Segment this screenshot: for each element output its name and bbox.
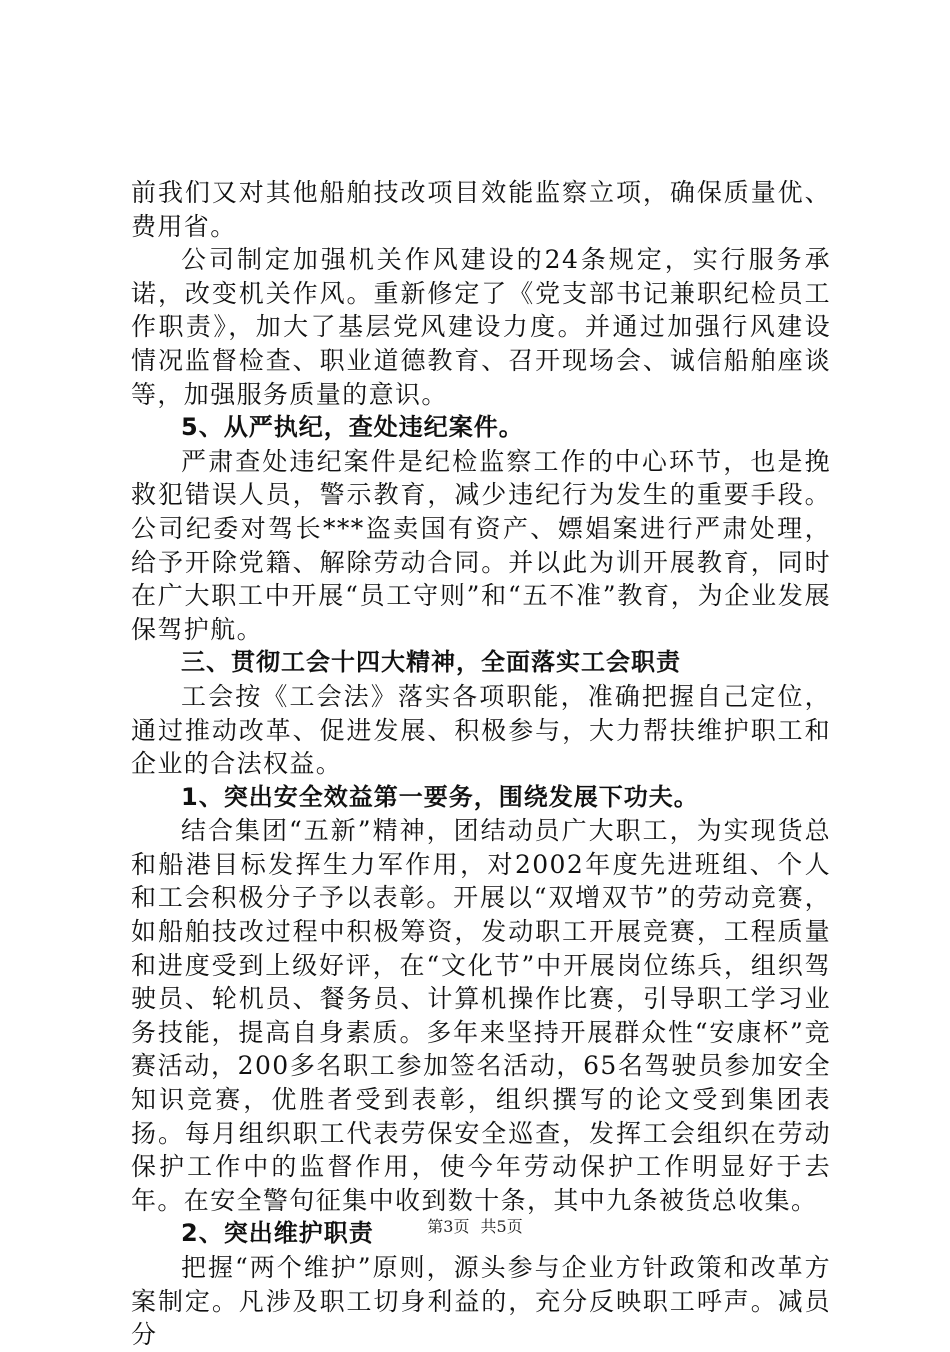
paragraph: 前我们又对其他船舶技改项目效能监察立项，确保质量优、费用省。 <box>131 178 831 241</box>
paragraph: 结合集团“五新”精神，团结动员广大职工，为实现货总和船港目标发挥生力军作用，对2002年度先进班组、个人和工会积极分子予以表彰。开展以“双增双节”的劳动竞赛，如船舶技改过程中积极筹资，发动职工开展竞赛，工程质量和进度受到上级好评，在“文化节”中开展岗位练兵，组织驾驶员、轮机员、餐务员、计算机操作比赛，引导职工学习业务技能，提高自身素质。多年来坚持开展群众性“安康杯”竞赛活动，200多名职工参加签名活动，65名驾驶员参加安全知识竞赛，优胜者受到表彰，组织撰写的论文受到集团表扬。每月组织职工代表劳保安全巡查，发挥工会组织在劳动保护工作中的监督作用，使今年劳动保护工作明显好于去年。在安全警句征集中收到数十条，其中九条被货总收集。 <box>131 816 831 1215</box>
document-body <box>131 176 831 1352</box>
page-number: 第3页 <box>427 1217 470 1236</box>
paragraph: 把握“两个维护”原则，源头参与企业方针政策和改革方案制定。凡涉及职工切身利益的，充分反映职工呼声。减员分 <box>131 1253 831 1350</box>
paragraph: 工会按《工会法》落实各项职能，准确把握自己定位，通过推动改革、促进发展、积极参与，大力帮扶维护职工和企业的合法权益。 <box>131 681 831 779</box>
paragraph: 公司制定加强机关作风建设的24条规定，实行服务承诺，改变机关作风。重新修定了《党支部书记兼职纪检员工作职责》，加大了基层党风建设力度。并通过加强行风建设情况监督检查、职业道德教育、召开现场会、诚信船舶座谈等，加强服务质量的意识。 <box>131 245 831 409</box>
section-heading: 5、从严执纪，查处违纪案件。 <box>181 413 524 442</box>
page-total: 共5页 <box>480 1217 523 1236</box>
section-heading: 2、突出维护职责 <box>181 1219 374 1248</box>
section-heading: 三、贯彻工会十四大精神，全面落实工会职责 <box>181 648 681 677</box>
section-heading: 1、突出安全效益第一要务，围绕发展下功夫。 <box>181 782 699 811</box>
page-footer <box>0 1214 950 1237</box>
paragraph: 严肃查处违纪案件是纪检监察工作的中心环节，也是挽救犯错误人员，警示教育，减少违纪行为发生的重要手段。公司纪委对驾长***盗卖国有资产、嫖娼案进行严肃处理，给予开除党籍、解除劳动合同。并以此为训开展教育，同时在广大职工中开展“员工守则”和“五不准”教育，为企业发展保驾护航。 <box>131 446 831 644</box>
